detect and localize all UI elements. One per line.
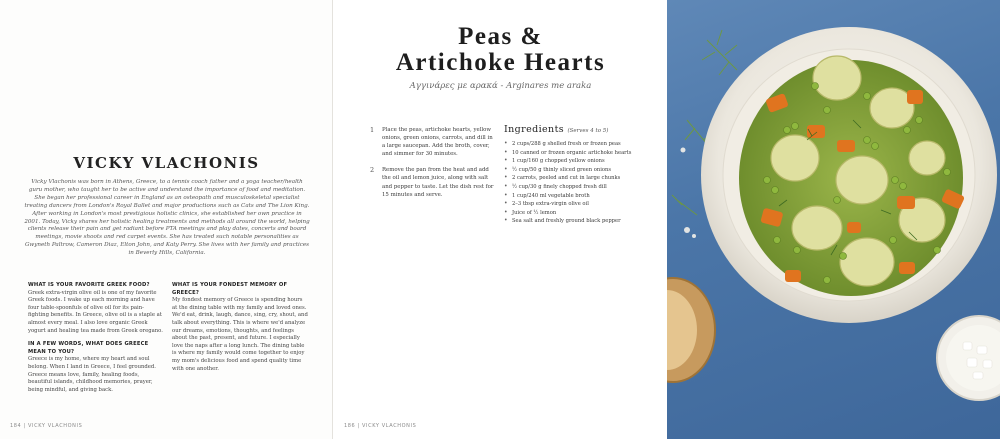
recipe-subtitle: Αγγινάρες με αρακά - Arginares me araka: [409, 81, 592, 91]
qa-answer: Greece is my home, where my heart and soul belong. When I land in Greece, I feel grounded. Greece means love, family, healing foods, beautiful islands, childhood memories, prayer, being mindful, and giving back.: [28, 356, 156, 393]
qa-column-right: [172, 282, 308, 379]
food-photo-illustration: [667, 0, 1000, 439]
ingredient-item: • ½ cup/50 g thinly sliced green onions: [504, 166, 664, 175]
right-page: [334, 0, 667, 439]
method-step: [370, 166, 496, 198]
servings-note: (Serves 4 to 5): [567, 128, 609, 134]
ingredient-item: • 10 canned or frozen organic artichoke hearts: [504, 149, 664, 158]
ingredient-item: • 1 cup/240 ml vegetable broth: [504, 192, 664, 201]
bio-paragraph: Vicky Vlachonis was born in Athens, Greece, to a tennis coach father and a yoga teacher/health guru mother, who taught her to be active and understand the importance of food and meditation. She began her professional career in England as an osteopath and musculoskeletal specialist treating dancers from London's Royal Ballet and major productions such as Cats and The Lion King. After working in London's most prestigious holistic clinics, she established her own practice in 2001. Today, Vicky shares her holistic healing treatments and methods all around the world, helping clients release their pain and get radiant before PTA meetings and play dates, concerts and board meetings, movie shoots and red carpet events. She has treated such notable personalities as Gwyneth Paltrow, Cameron Diaz, Elton John, and Katy Perry. She lives with her family and practices in Beverly Hills, California.: [24, 179, 310, 257]
step-text: Remove the pan from the heat and add the oil and lemon juice, along with salt and pepper to taste. Let the dish rest for 15 minutes and serve.: [382, 167, 494, 198]
qa-question: WHAT IS YOUR FAVORITE GREEK FOOD?: [28, 282, 150, 288]
ingredient-item: • 2 cups/288 g shelled fresh or frozen peas: [504, 140, 664, 149]
ingredient-item: • 2–3 tbsp extra-virgin olive oil: [504, 200, 664, 209]
ingredient-item: • 1 cup/160 g chopped yellow onions: [504, 157, 664, 166]
ingredients-heading: [504, 124, 664, 135]
ingredients-title: Ingredients: [504, 124, 565, 135]
qa-answer: Greek extra-virgin olive oil is one of my favorite Greek foods. I wake up each morning and have four table-spoonfuls of olive oil for its pain-fighting benefits. In Greece, olive oil is a staple at almost every meal. I also love organic Greek yogurt and healing tea made from Greek oregano.: [28, 289, 163, 334]
qa-answer: My fondest memory of Greece is spending hours at the dining table with my family and loved ones. We'd eat, drink, laugh, dance, sing, cry, shout, and talk about everything. This is where we'd analyze our dreams, emotions, thoughts, and feelings about the past, present, and future. I especially love the naps after a long lunch. The dining table is where my family would come together to enjoy my mom's delicious food and spend quality time with one another.: [172, 297, 308, 372]
ingredients-list: [504, 140, 664, 226]
qa-question: WHAT IS YOUR FONDEST MEMORY OF GREECE?: [172, 282, 288, 296]
ingredients-section: [504, 124, 664, 226]
page-folio: 184 | VICKY VLACHONIS: [10, 423, 83, 429]
ingredient-item: • ½ cup/30 g finely chopped fresh dill: [504, 183, 664, 192]
ingredient-item: • Sea salt and freshly ground black pepper: [504, 217, 664, 226]
method-steps: [370, 126, 496, 207]
ingredient-item: • 2 carrots, peeled and cut in large chunks: [504, 174, 664, 183]
bio-name-heading: VICKY VLACHONIS: [73, 154, 260, 172]
left-page: [0, 0, 333, 439]
step-number: 2: [370, 166, 375, 175]
food-photo: [667, 0, 1000, 439]
recipe-title-line-1: Peas &: [458, 23, 543, 50]
step-text: Place the peas, artichoke hearts, yellow onions, green onions, carrots, and dill in a large saucepan. Add the broth, cover, and simmer for 30 minutes.: [382, 127, 493, 158]
qa-column-left: [28, 282, 164, 400]
ingredient-item: • Juice of ½ lemon: [504, 209, 664, 218]
step-number: 1: [370, 126, 375, 134]
recipe-title-line-2: Artichoke Hearts: [395, 49, 606, 76]
page-folio: 186 | VICKY VLACHONIS: [344, 423, 417, 429]
method-step: [370, 126, 496, 158]
recipe-title: [334, 24, 667, 76]
qa-question: IN A FEW WORDS, WHAT DOES GREECE MEAN TO YOU?: [28, 341, 149, 355]
